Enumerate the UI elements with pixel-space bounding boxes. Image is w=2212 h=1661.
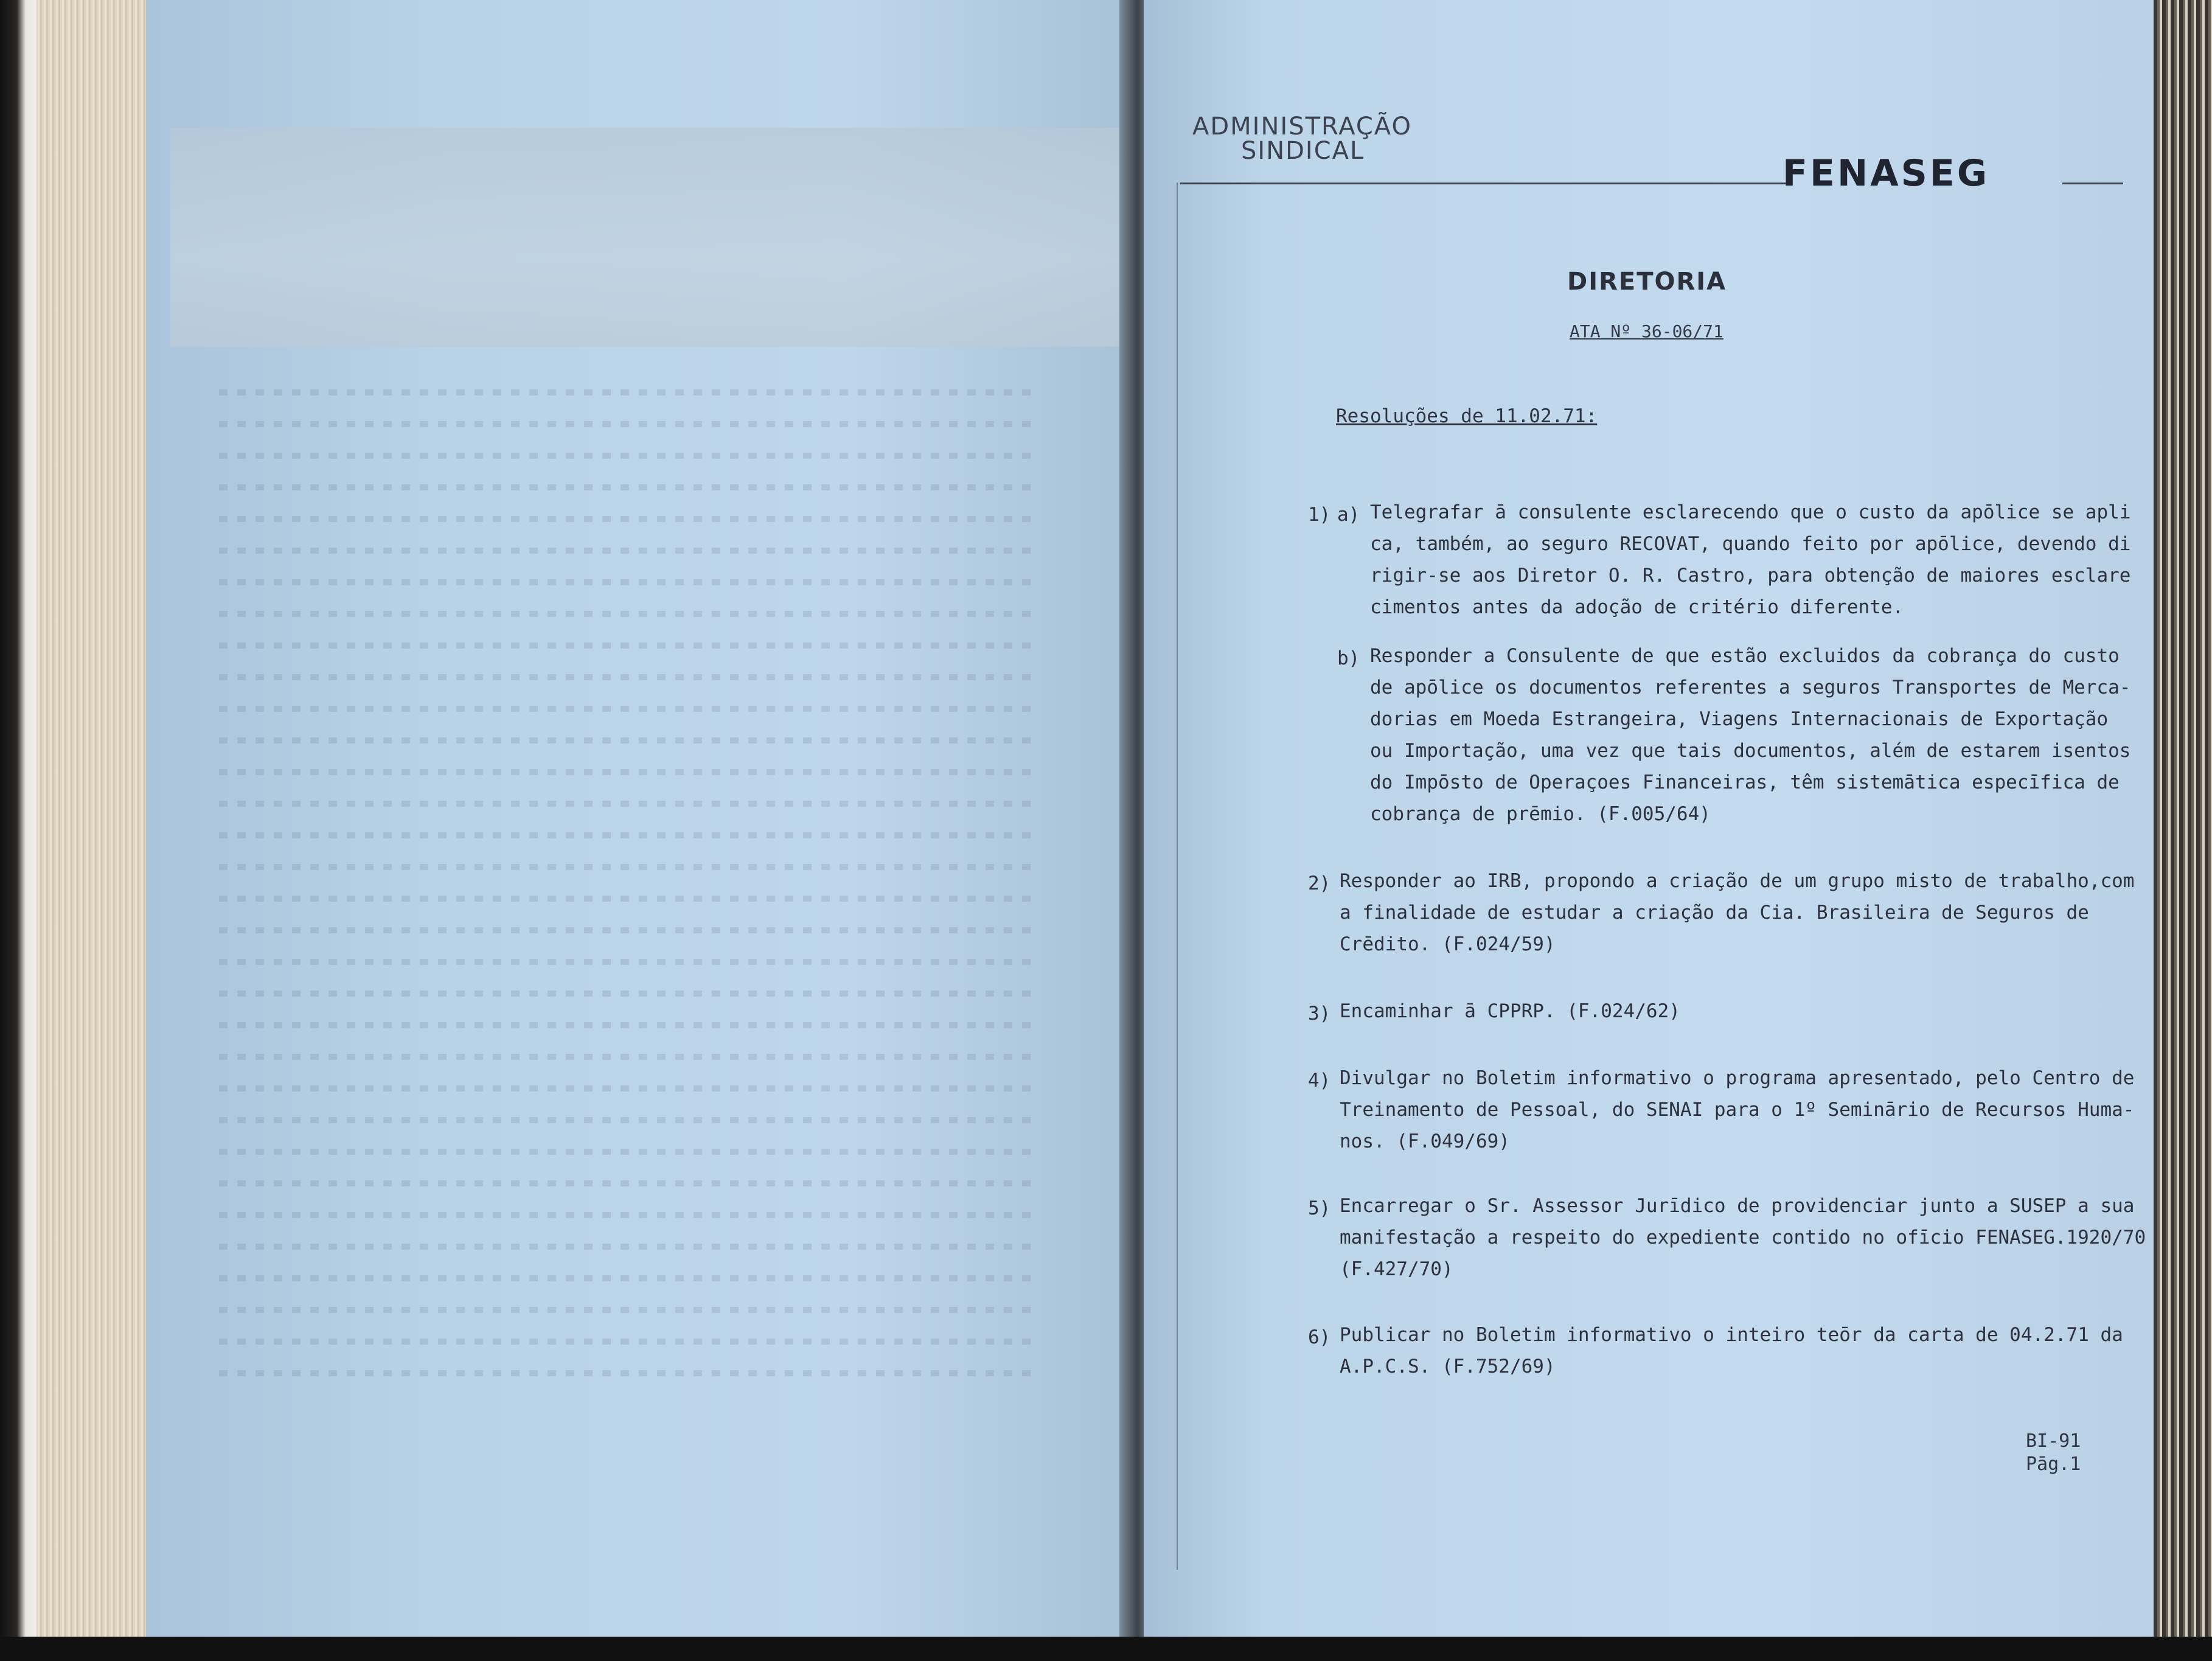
item-line: dorias em Moeda Estrangeira, Viagens Internacionais de Exportação [1370, 708, 2109, 730]
item-line: Treinamento de Pessoal, do SENAI para o 1º Seminārio de Recursos Huma- [1340, 1099, 2135, 1121]
bulletin-ref: BI-91 [2026, 1430, 2081, 1452]
header-rule [1180, 183, 1789, 184]
resolutions-heading: Resoluções de 11.02.71: [1336, 405, 1598, 427]
header-admin-label: ADMINISTRAÇÃO [1192, 113, 1412, 141]
ata-number: ATA Nº 36-06/71 [1570, 321, 1723, 341]
item-line: (F.427/70) [1340, 1258, 1453, 1280]
item-number: 2) [1308, 872, 1331, 894]
item-line: nos. (F.049/69) [1340, 1130, 1510, 1152]
item-line: Encaminhar ā CPPRP. (F.024/62) [1340, 1000, 1680, 1022]
left-page-ghost-text [219, 389, 1034, 1485]
item-line: Telegrafar ā consulente esclarecendo que o custo da apōlice se apli [1370, 501, 2131, 523]
header-rule-right [2062, 183, 2123, 184]
page-stack-right-edge [2154, 0, 2212, 1661]
item-line: rigir-se aos Diretor O. R. Castro, para obtenção de maiores esclare [1370, 565, 2131, 587]
item-line: ca, também, ao seguro RECOVAT, quando feito por apōlice, devendo di [1370, 533, 2131, 555]
item-line: ou Importação, uma vez que tais documentos, além de estarem isentos [1370, 740, 2131, 762]
left-page-header-band [170, 128, 1119, 347]
item-line: Responder ao IRB, propondo a criação de um grupo misto de trabalho,com [1340, 870, 2135, 892]
item-number: 3) [1308, 1003, 1331, 1025]
document-title: DIRETORIA [1567, 268, 1727, 296]
item-line: do Impōsto de Operaçoes Financeiras, têm sistemātica especīfica de [1370, 771, 2120, 793]
document-page [1144, 0, 2172, 1637]
item-line: cimentos antes da adoção de critério diferente. [1370, 596, 1904, 618]
item-line: Responder a Consulente de que estão excluidos da cobrança do custo [1370, 645, 2120, 667]
item-number: 1) [1308, 504, 1331, 526]
item-number: 6) [1308, 1326, 1331, 1348]
item-line: a finalidade de estudar a criação da Cia. Brasileira de Seguros de [1340, 902, 2089, 924]
item-line: Encarregar o Sr. Assessor Jurīdico de providenciar junto a SUSEP a sua [1340, 1195, 2135, 1217]
header-sindical-label: SINDICAL [1241, 137, 1365, 165]
margin-line [1177, 183, 1178, 1570]
item-line: Publicar no Boletim informativo o inteiro teōr da carta de 04.2.71 da [1340, 1324, 2123, 1346]
brand-logo-text: FENASEG [1782, 152, 1990, 195]
item-line: Divulgar no Boletim informativo o programa apresentado, pelo Centro de [1340, 1067, 2135, 1089]
item-line: cobrança de prēmio. (F.005/64) [1370, 803, 1711, 825]
scan-bottom-shadow [0, 1637, 2212, 1661]
item-line: Crēdito. (F.024/59) [1340, 933, 1556, 955]
page-number: Pāg.1 [2026, 1454, 2081, 1475]
item-number: 4) [1308, 1070, 1331, 1092]
item-sub-label: b) [1337, 647, 1360, 669]
item-line: manifestação a respeito do expediente contido no ofīcio FENASEG.1920/70 [1340, 1227, 2146, 1248]
item-line: A.P.C.S. (F.752/69) [1340, 1356, 1556, 1377]
item-sub-label: a) [1337, 504, 1360, 526]
page-reference [2026, 1430, 2081, 1476]
item-line: de apōlice os documentos referentes a seguros Transportes de Merca- [1370, 677, 2131, 698]
page-stack-edge [37, 0, 158, 1643]
item-number: 5) [1308, 1197, 1331, 1219]
